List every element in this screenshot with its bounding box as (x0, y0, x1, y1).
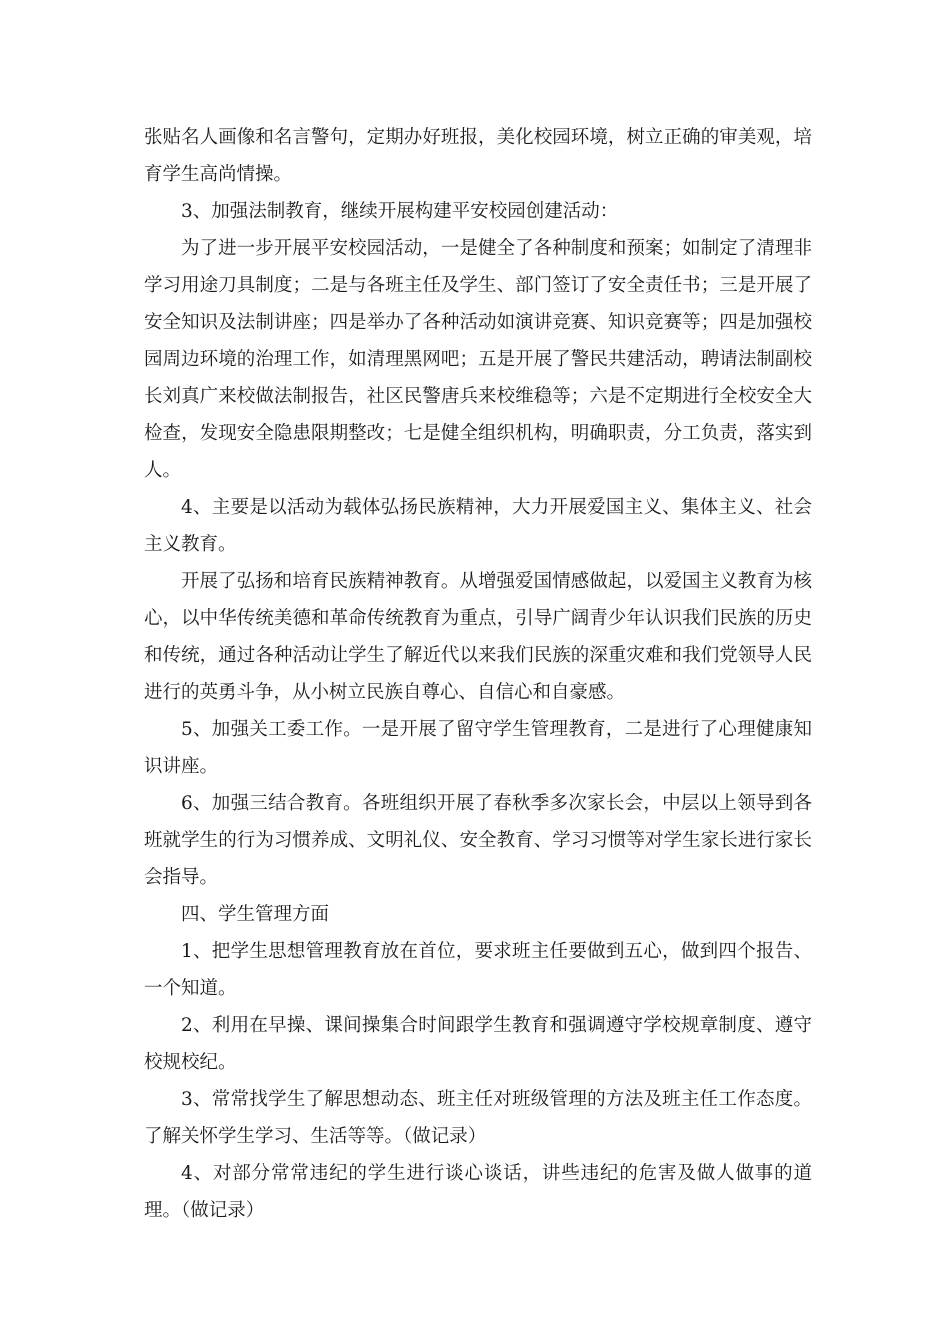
paragraph-continuation: 张贴名人画像和名言警句，定期办好班报，美化校园环境，树立正确的审美观，培育学生高尚情操。 (144, 127, 812, 185)
section-heading-student-management: 四、学生管理方面 (181, 904, 330, 925)
paragraph-item-4-heading: 4、主要是以活动为载体弘扬民族精神，大力开展爱国主义、集体主义、社会主义教育。 (144, 497, 812, 555)
paragraph-management-item-4: 4、对部分常常违纪的学生进行谈心谈话，讲些违纪的危害及做人做事的道理。（做记录） (144, 1163, 812, 1221)
paragraph-national-spirit: 开展了弘扬和培育民族精神教育。从增强爱国情感做起，以爱国主义教育为核心，以中华传统美德和革命传统教育为重点，引导广阔青少年认识我们民族的历史和传统，通过各种活动让学生了解近代以来我们民族的深重灾难和我们党领导人民进行的英勇斗争，从小树立民族自尊心、自信心和自豪感。 (144, 571, 812, 703)
document-body (144, 119, 812, 1229)
paragraph-management-item-2: 2、利用在早操、课间操集合时间跟学生教育和强调遵守学校规章制度、遵守校规校纪。 (144, 1015, 812, 1073)
paragraph-safety-measures: 为了进一步开展平安校园活动，一是健全了各种制度和预案；如制定了清理非学习用途刀具制度；二是与各班主任及学生、部门签订了安全责任书；三是开展了安全知识及法制讲座；四是举办了各种活动如演讲竞赛、知识竞赛等；四是加强校园周边环境的治理工作，如清理黑网吧；五是开展了警民共建活动，聘请法制副校长刘真广来校做法制报告，社区民警唐兵来校维稳等；六是不定期进行全校安全大检查，发现安全隐患限期整改；七是健全组织机构，明确职责，分工负责，落实到人。 (144, 238, 812, 481)
paragraph-item-6: 6、加强三结合教育。各班组织开展了春秋季多次家长会，中层以上领导到各班就学生的行为习惯养成、文明礼仪、安全教育、学习习惯等对学生家长进行家长会指导。 (144, 793, 812, 888)
paragraph-item-5: 5、加强关工委工作。一是开展了留守学生管理教育，二是进行了心理健康知识讲座。 (144, 719, 812, 777)
paragraph-item-3-heading: 3、加强法制教育，继续开展构建平安校园创建活动： (181, 201, 619, 222)
paragraph-management-item-1: 1、把学生思想管理教育放在首位，要求班主任要做到五心，做到四个报告、一个知道。 (144, 941, 812, 999)
paragraph-management-item-3: 3、常常找学生了解思想动态、班主任对班级管理的方法及班主任工作态度。了解关怀学生学习、生活等等。（做记录） (144, 1089, 812, 1147)
